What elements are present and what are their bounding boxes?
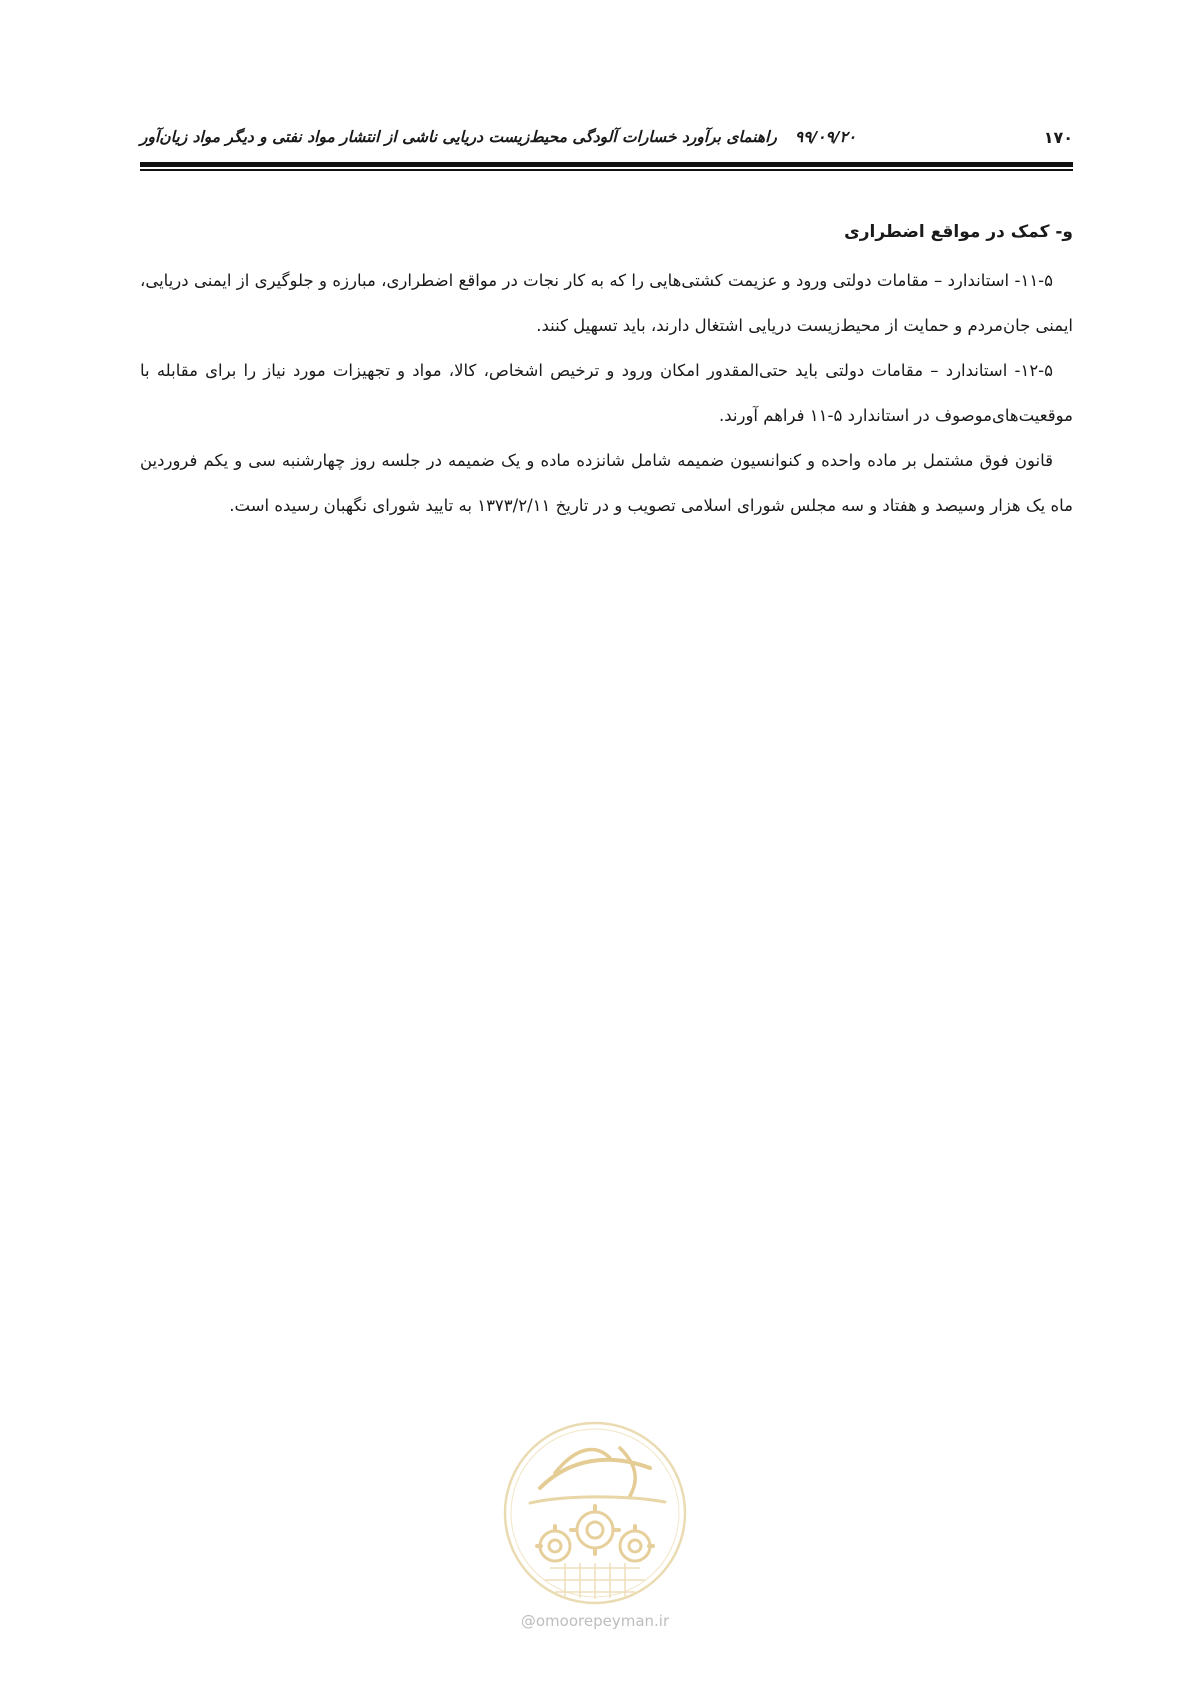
running-title [140,128,856,146]
page-body [140,212,1073,528]
header-rule-thick [140,162,1073,167]
paragraph-standard-5-12: ۱۲-۵- استاندارد – مقامات دولتی باید حتی‌المقدور امکان ورود و ترخیص اشخاص، کالا، مواد و تجهیزات مورد نیاز را برای مقابله با موقعیت‌های‌موصوف در استاندارد ۵-۱۱ فراهم آورند. [140,361,1073,425]
gear-scales-watermark-icon [500,1418,690,1608]
watermark-url: @omoorepeyman.ir [520,1612,670,1630]
header-date: ۹۹/۰۹/۲۰ [794,128,857,146]
section-heading: و- کمک در مواقع اضطراری [844,222,1073,242]
page-header [140,128,1073,154]
page-number: ۱۷۰ [1043,128,1073,147]
header-title: راهنمای برآورد خسارات آلودگی محیط‌زیست دریایی ناشی از انتشار مواد نفتی و دیگر مواد زیان‌آور [140,128,777,146]
header-rule-thin [140,169,1073,171]
paragraph-law-approval: قانون فوق مشتمل بر ماده واحده و کنوانسیون ضمیمه شامل شانزده ماده و یک ضمیمه در جلسه روز چهارشنبه سی و یکم فروردین ماه یک هزار وسیصد و هفتاد و سه مجلس شورای اسلامی تصویب و در تاریخ ۱۳۷۳/۲/۱۱ به تایید شورای نگهبان رسیده است. [140,451,1073,515]
paragraph-standard-5-11: ۱۱-۵- استاندارد – مقامات دولتی ورود و عزیمت کشتی‌هایی را که به کار نجات در مواقع اضطراری، مبارزه و جلوگیری از ایمنی دریایی، ایمنی جان‌مردم و حمایت از محیط‌زیست دریایی اشتغال دارند، باید تسهیل کنند. [140,271,1073,335]
